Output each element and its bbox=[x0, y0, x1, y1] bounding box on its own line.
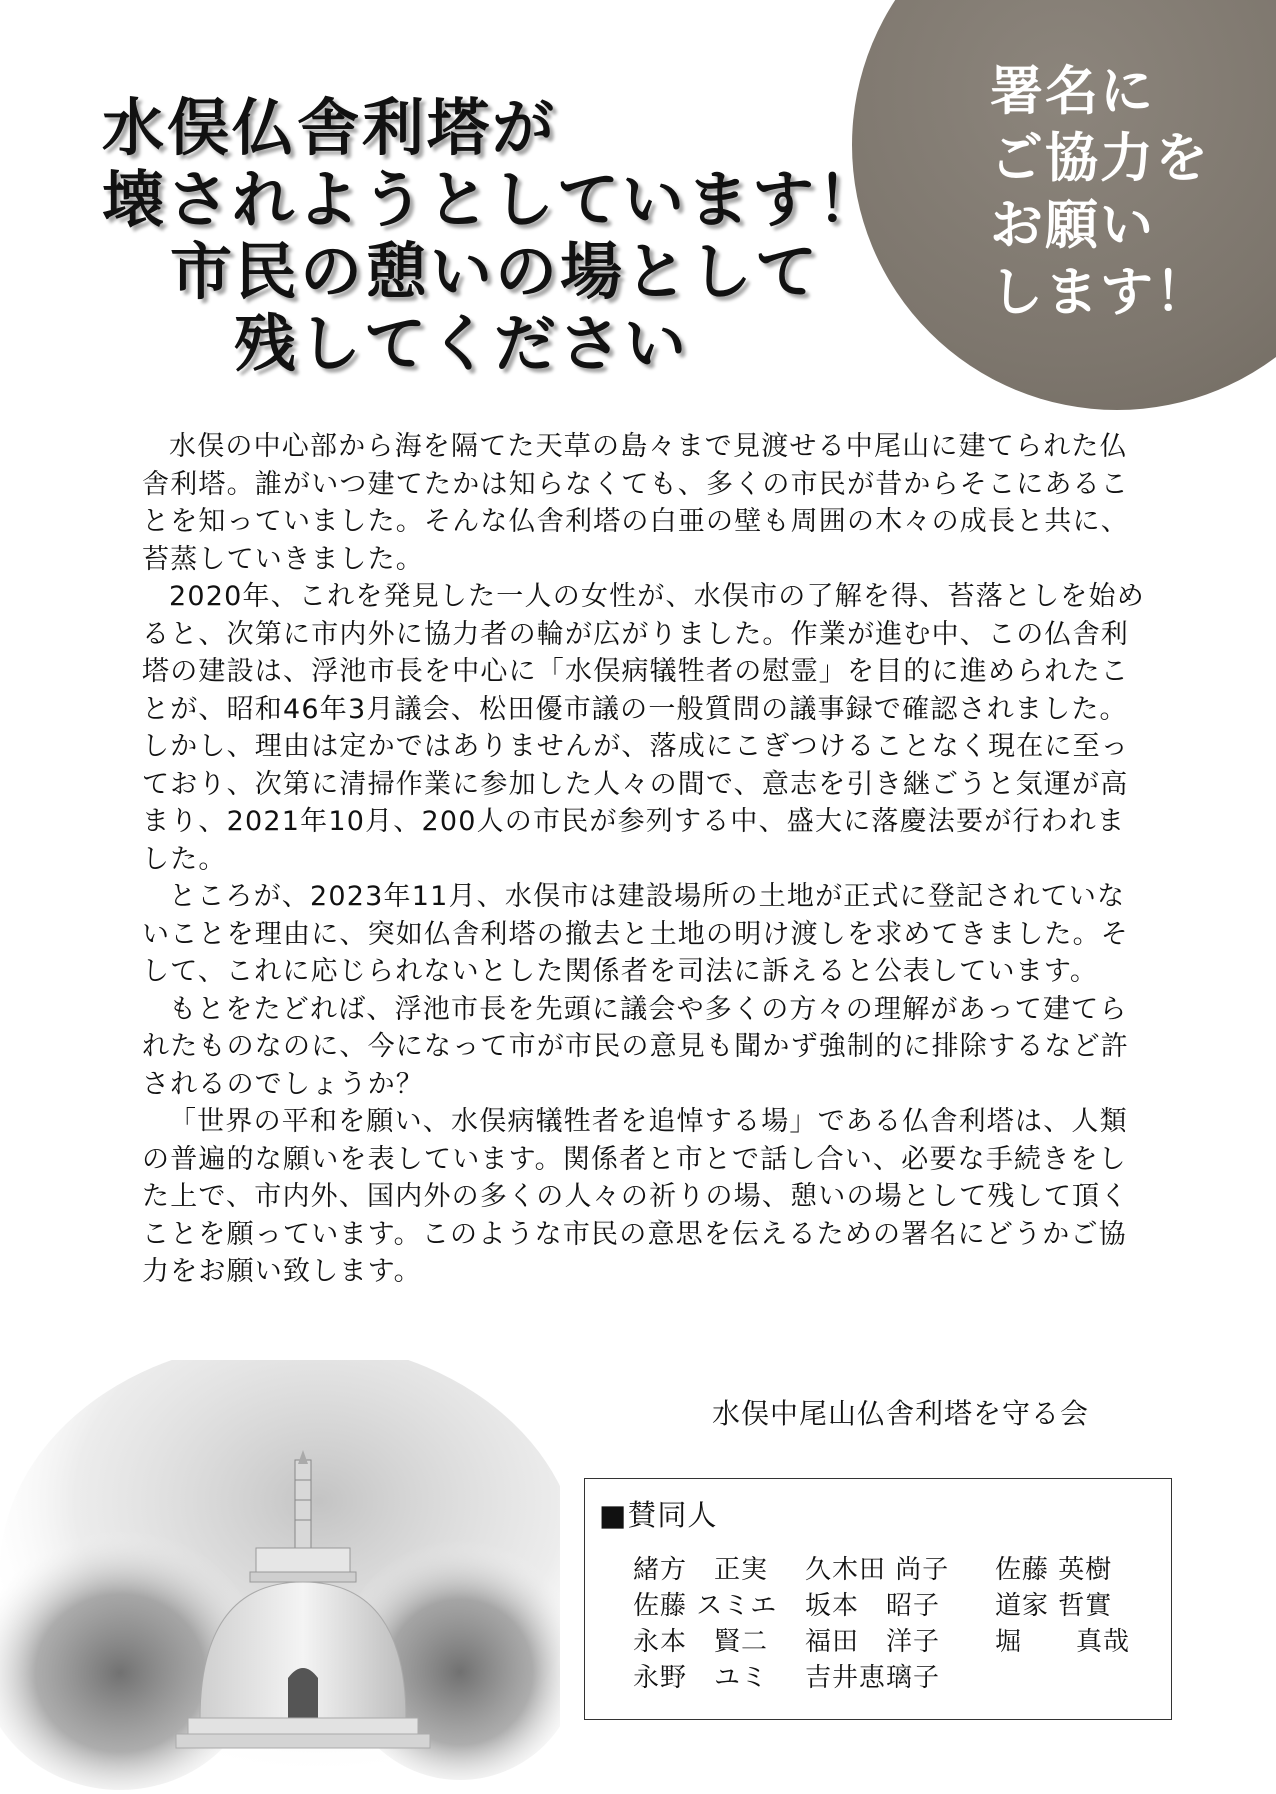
paragraph: もとをたどれば、浮池市長を先頭に議会や多くの方々の理解があって建てられたものなのに、今になって市が市民の意見も聞かず強制的に排除するなど許されるのでしょうか？ bbox=[142, 993, 1129, 1100]
title-line: 壊されようとしています！ bbox=[102, 163, 883, 236]
stupa-photo bbox=[0, 1360, 560, 1790]
supporters-list bbox=[633, 1549, 1153, 1693]
supporter-name: 吉井恵璃子 bbox=[805, 1663, 941, 1693]
supporter-name: 堀 真哉 bbox=[995, 1627, 1131, 1657]
supporter-name: 永野 ユミ bbox=[633, 1663, 769, 1693]
badge-line: お願い bbox=[990, 195, 1155, 256]
body-text bbox=[142, 428, 1152, 1291]
supporter-name: 佐藤 スミエ bbox=[633, 1591, 778, 1621]
supporter-row bbox=[633, 1585, 1153, 1621]
paragraph: ところが、2023年11月、水俣市は建設場所の土地が正式に登記されていないことを理由に、突如仏舎利塔の撤去と土地の明け渡しを求めてきました。そして、これに応じられないとした関係者を司法に訴えると公表しています。 bbox=[142, 881, 1129, 987]
title-line: 水俣仏舎利塔が bbox=[102, 91, 558, 164]
supporter-row bbox=[633, 1549, 1153, 1585]
supporter-name: 緒方 正実 bbox=[633, 1555, 769, 1585]
paragraph: 2020年、これを発見した一人の女性が、水俣市の了解を得、苔落としを始めると、次第に市内外に協力者の輪が広がりました。作業が進む中、この仏舎利塔の建設は、浮池市長を中心に「水俣病犠牲者の慰霊」を目的に進められたことが、昭和46年3月議会、松田優市議の一般質問の議事録で確認されました。しかし、理由は定かではありませんが、落成にこぎつけることなく現在に至っており、次第に清掃作業に参加した人々の間で、意志を引き継ごうと気運が高まり、2021年10月、200人の市民が参列する中、盛大に落慶法要が行われました。 bbox=[142, 581, 1145, 875]
supporter-name: 福田 洋子 bbox=[805, 1627, 941, 1657]
supporter-name: 坂本 昭子 bbox=[805, 1591, 941, 1621]
supporter-name: 久木田 尚子 bbox=[805, 1555, 950, 1585]
supporters-title: ■賛同人 bbox=[599, 1498, 718, 1532]
badge-line: ご協力を bbox=[990, 128, 1210, 189]
badge-line: します！ bbox=[990, 262, 1210, 323]
supporter-name: 道家 哲實 bbox=[995, 1591, 1113, 1621]
badge-line: 署名に bbox=[990, 61, 1155, 122]
paragraph: 水俣の中心部から海を隔てた天草の島々まで見渡せる中尾山に建てられた仏舎利塔。誰がいつ建てたかは知らなくても、多くの市民が昔からそこにあることを知っていました。そんな仏舎利塔の白亜の壁も周囲の木々の成長と共に、苔蒸していきました。 bbox=[142, 431, 1129, 575]
title-line: 市民の憩いの場として bbox=[170, 235, 821, 308]
organization-signature: 水俣中尾山仏舎利塔を守る会 bbox=[712, 1397, 1090, 1430]
supporter-row bbox=[633, 1657, 1153, 1693]
stupa-illustration bbox=[0, 1360, 560, 1790]
paragraph: 「世界の平和を願い、水俣病犠牲者を追悼する場」である仏舎利塔は、人類の普遍的な願いを表しています。関係者と市とで話し合い、必要な手続きをした上で、市内外、国内外の多くの人々の祈りの場、憩いの場として残して頂くことを願っています。このような市民の意思を伝えるための署名にどうかご協力をお願い致します。 bbox=[142, 1106, 1129, 1287]
supporter-name: 永本 賢二 bbox=[633, 1627, 769, 1657]
supporter-name: 佐藤 英樹 bbox=[995, 1555, 1113, 1585]
title-line: 残してください bbox=[234, 307, 690, 380]
supporters-box bbox=[584, 1478, 1172, 1720]
supporter-row bbox=[633, 1621, 1153, 1657]
petition-badge bbox=[990, 58, 1260, 326]
